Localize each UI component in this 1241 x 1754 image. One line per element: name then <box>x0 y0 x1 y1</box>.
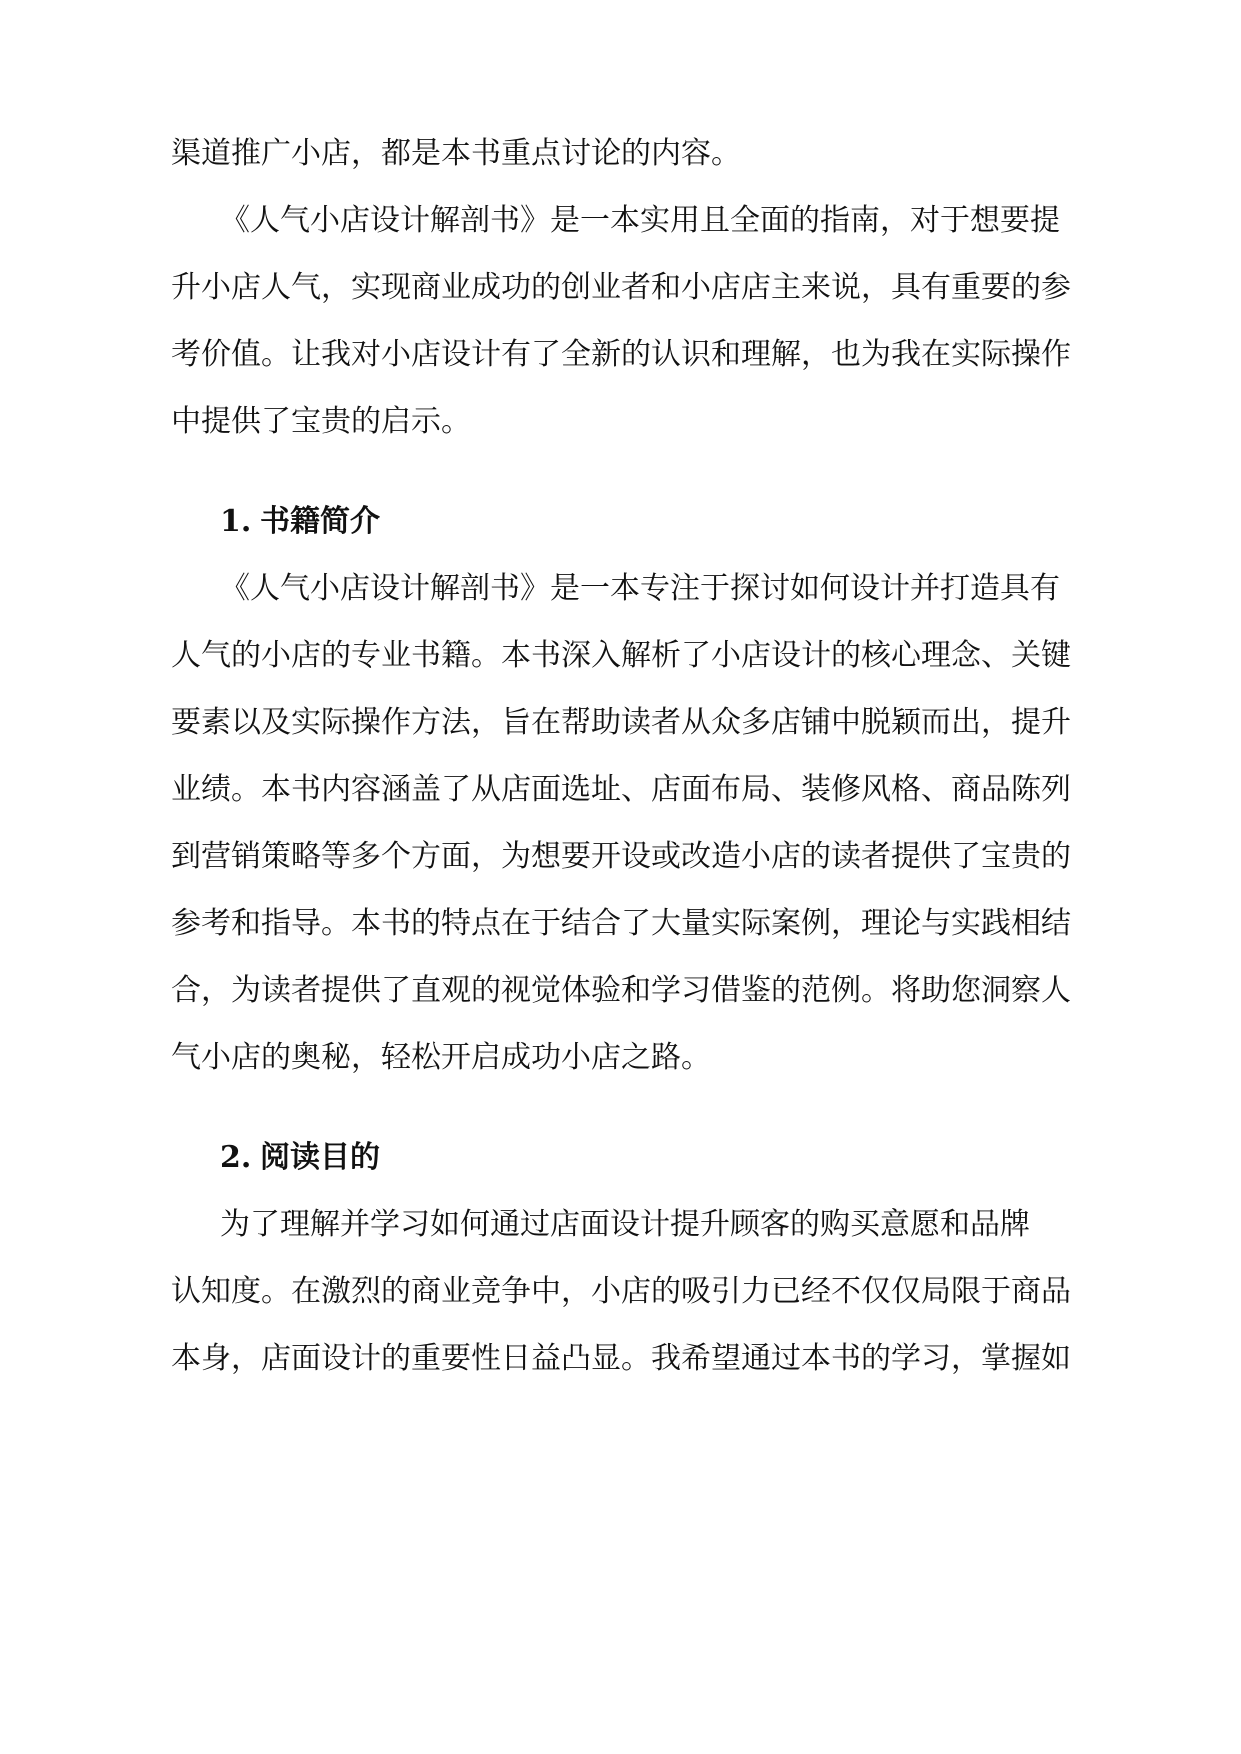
summary-line: 《人气小店设计解剖书》是一本实用且全面的指南，对于想要提 <box>220 203 1060 238</box>
section1-line: 到营销策略等多个方面，为想要开设或改造小店的读者提供了宝贵的 <box>171 839 1071 874</box>
section1-number: 1. <box>220 504 252 539</box>
section2-line: 为了理解并学习如何通过店面设计提升顾客的购买意愿和品牌 <box>220 1207 1030 1242</box>
summary-line: 考价值。让我对小店设计有了全新的认识和理解，也为我在实际操作 <box>171 337 1071 372</box>
section2-line: 本身，店面设计的重要性日益凸显。我希望通过本书的学习，掌握如 <box>171 1341 1071 1376</box>
section1-line: 参考和指导。本书的特点在于结合了大量实际案例，理论与实践相结 <box>171 906 1071 941</box>
section2-number: 2. <box>220 1140 252 1175</box>
summary-line: 升小店人气，实现商业成功的创业者和小店店主来说，具有重要的参 <box>171 270 1071 305</box>
summary-line: 中提供了宝贵的启示。 <box>171 404 471 439</box>
section1-line: 业绩。本书内容涵盖了从店面选址、店面布局、装修风格、商品陈列 <box>171 772 1071 807</box>
section1-line: 《人气小店设计解剖书》是一本专注于探讨如何设计并打造具有 <box>220 571 1060 606</box>
section1-line: 人气的小店的专业书籍。本书深入解析了小店设计的核心理念、关键 <box>171 638 1071 673</box>
section1-title: 书籍简介 <box>260 504 380 539</box>
section1-line: 气小店的奥秘，轻松开启成功小店之路。 <box>171 1040 711 1075</box>
section1-line: 要素以及实际操作方法，旨在帮助读者从众多店铺中脱颖而出，提升 <box>171 705 1071 740</box>
section2-line: 认知度。在激烈的商业竞争中，小店的吸引力已经不仅仅局限于商品 <box>171 1274 1071 1309</box>
section2-title: 阅读目的 <box>260 1140 380 1175</box>
section1-line: 合，为读者提供了直观的视觉体验和学习借鉴的范例。将助您洞察人 <box>171 973 1071 1008</box>
paragraph-continuation-text: 渠道推广小店，都是本书重点讨论的内容。 <box>171 136 741 171</box>
